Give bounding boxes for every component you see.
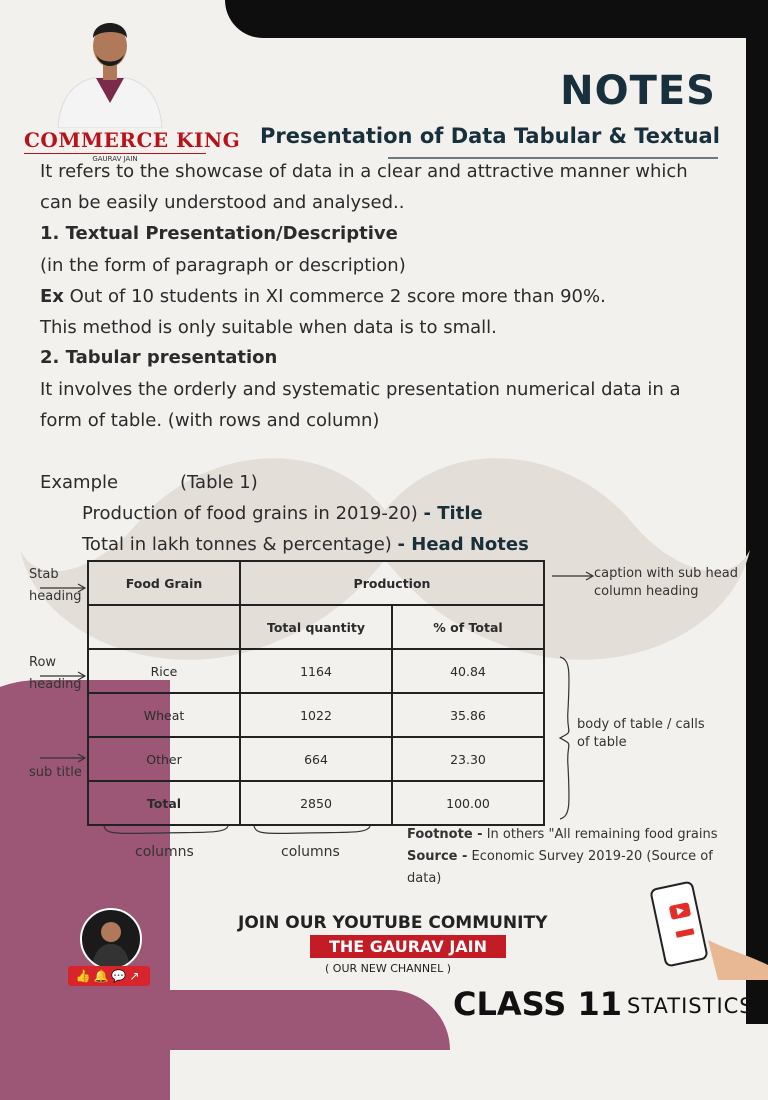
notes-heading: NOTES (560, 68, 716, 114)
annotation-caption-2: column heading (594, 584, 699, 599)
table-title-line (82, 503, 483, 524)
channel-name-banner[interactable]: THE GAURAV JAIN (310, 935, 506, 958)
source-text: Economic Survey 2019-20 (Source of (471, 849, 713, 864)
plum-bottom-shape (0, 990, 450, 1050)
head-note-line (82, 534, 529, 555)
avatar (80, 908, 142, 970)
join-community-heading: JOIN OUR YOUTUBE COMMUNITY (238, 913, 548, 933)
annotation-row: Row (29, 655, 57, 670)
row-qty: 1164 (240, 649, 392, 693)
title-underline (388, 157, 718, 159)
tabular-line-1: It involves the orderly and systematic presentation numerical data in a (40, 379, 681, 400)
ex-text: Out of 10 students in XI commerce 2 score more than 90%. (69, 286, 606, 307)
logo-text: COMMERCE KING (24, 128, 241, 152)
phone-youtube-icon (648, 880, 768, 980)
person-icon (82, 910, 140, 968)
new-channel-note: ( OUR NEW CHANNEL ) (325, 962, 451, 975)
production-header: Production (240, 561, 544, 605)
row-qty: 2850 (240, 781, 392, 825)
example-sentence (40, 286, 606, 307)
col-total-quantity: Total quantity (240, 605, 392, 649)
row-name: Other (88, 737, 240, 781)
intro-line-2: can be easily understood and analysed.. (40, 192, 405, 213)
row-name: Wheat (88, 693, 240, 737)
class-label: CLASS 11 (453, 985, 622, 1023)
intro-line-1: It refers to the showcase of data in a clear and attractive manner which (40, 161, 688, 182)
annotation-columns-left: columns (135, 844, 194, 860)
presenter-photo (48, 8, 172, 128)
stub-header: Food Grain (88, 561, 240, 605)
logo-subtext: GAURAV JAIN (24, 153, 206, 163)
page-title: Presentation of Data Tabular & Textual (260, 124, 720, 148)
tabular-heading: 2. Tabular presentation (40, 347, 278, 368)
commerce-king-logo (24, 128, 241, 163)
source-line (407, 849, 713, 864)
head-note-tag: - Head Notes (397, 534, 529, 555)
annotation-body-1: body of table / calls (577, 717, 705, 732)
row-qty: 1022 (240, 693, 392, 737)
annotation-columns-mid: columns (281, 844, 340, 860)
social-actions-icon: 👍🔔💬↗ (68, 966, 150, 986)
head-note-text: Total in lakh tonnes & percentage) (82, 534, 392, 555)
annotation-stab: Stab (29, 567, 59, 582)
footnote-line (407, 827, 718, 842)
ex-label: Ex (40, 286, 64, 307)
col-percent-total: % of Total (392, 605, 544, 649)
annotation-stab-2: heading (29, 589, 82, 604)
row-qty: 664 (240, 737, 392, 781)
row-pct: 40.84 (392, 649, 544, 693)
annotation-row-2: heading (29, 677, 82, 692)
annotation-arrows (0, 560, 768, 860)
footnote-label: Footnote - (407, 827, 483, 842)
textual-heading: 1. Textual Presentation/Descriptive (40, 223, 398, 244)
example-label: Example (40, 472, 119, 493)
tabular-line-2: form of table. (with rows and column) (40, 410, 380, 431)
row-name: Rice (88, 649, 240, 693)
table-title-text: Production of food grains in 2019-20) (82, 503, 418, 524)
textual-description: (in the form of paragraph or description) (40, 255, 406, 276)
row-pct: 23.30 (392, 737, 544, 781)
suitability-line: This method is only suitable when data is to small. (40, 317, 497, 338)
annotation-body-2: of table (577, 735, 627, 750)
row-pct: 100.00 (392, 781, 544, 825)
source-text-2: data) (407, 871, 442, 886)
row-name: Total (88, 781, 240, 825)
annotation-caption-1: caption with sub head (594, 566, 738, 581)
subject-label: STATISTICS (627, 994, 754, 1018)
table-reference: (Table 1) (180, 472, 258, 493)
annotation-subtitle: sub title (29, 765, 82, 780)
footnote-text: In others "All remaining food grains (486, 827, 718, 842)
top-black-band (225, 0, 768, 38)
table-title-tag: - Title (423, 503, 483, 524)
source-label: Source - (407, 849, 468, 864)
row-pct: 35.86 (392, 693, 544, 737)
